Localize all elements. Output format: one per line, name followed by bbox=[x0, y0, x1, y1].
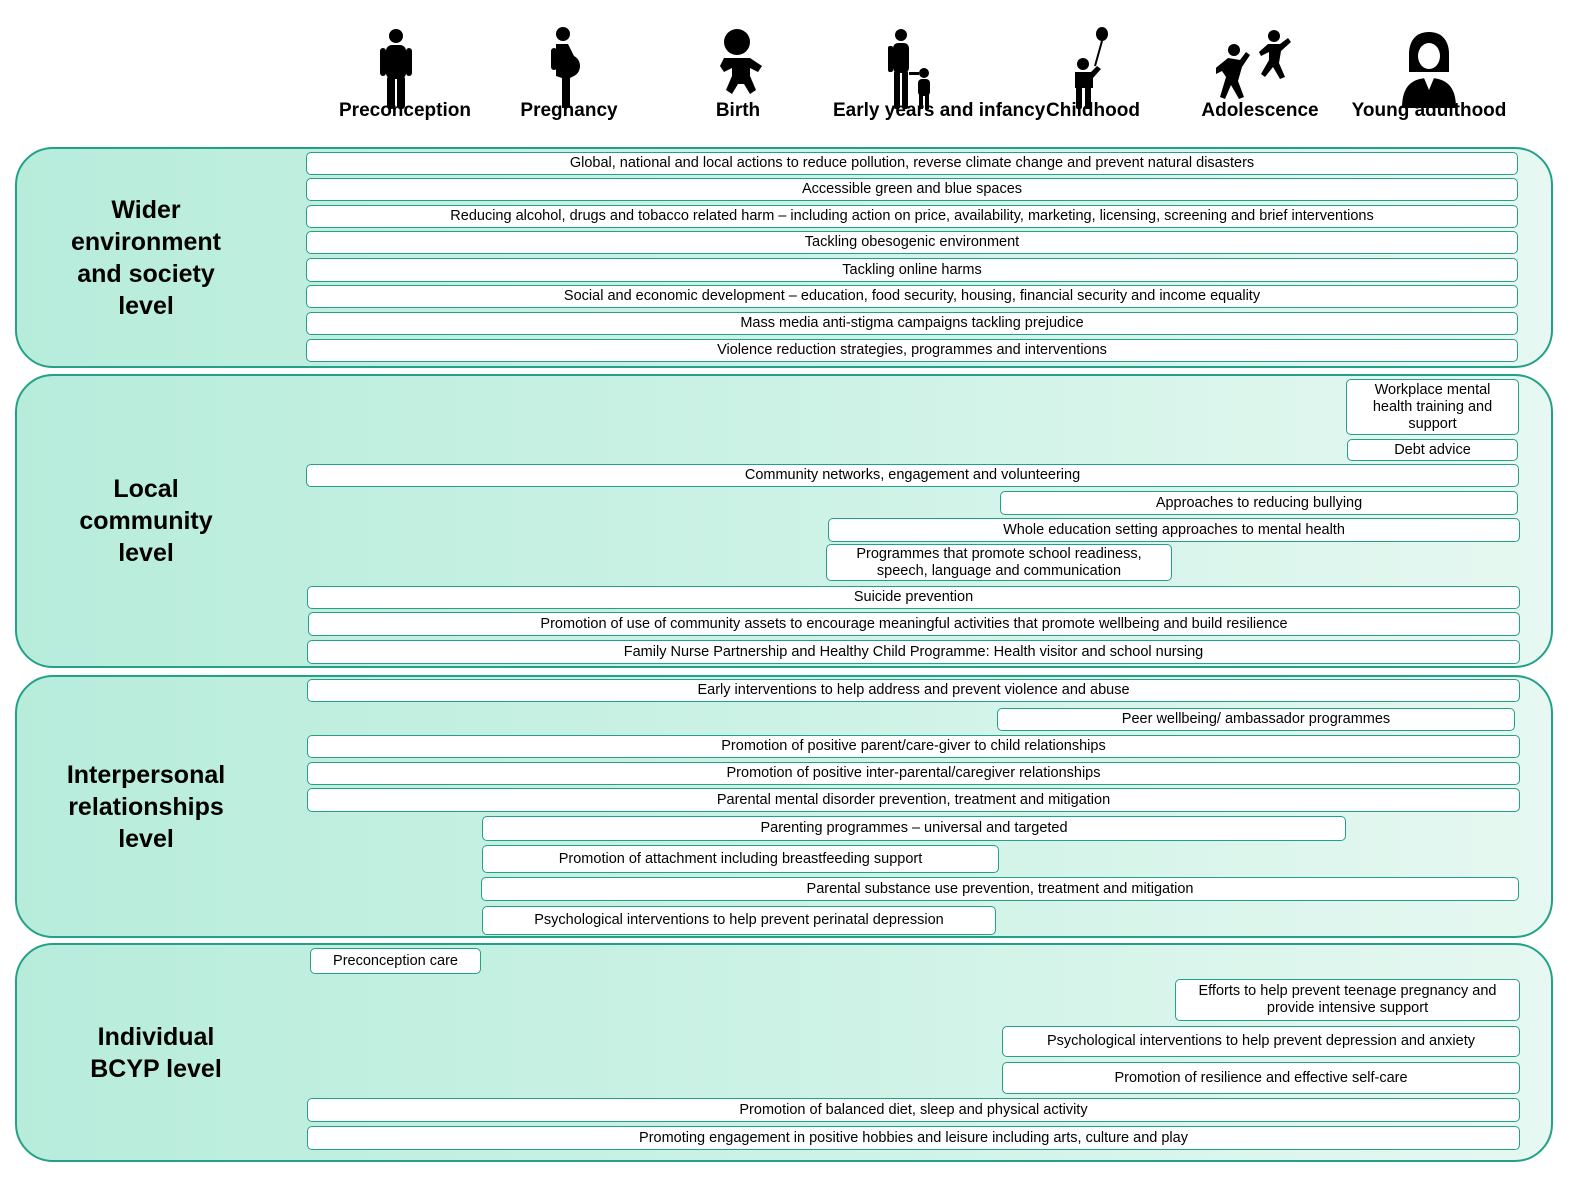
intervention-box: Suicide prevention bbox=[307, 586, 1520, 609]
intervention-box: Psychological interventions to help prevent depression and anxiety bbox=[1002, 1026, 1520, 1057]
person-standing-icon bbox=[361, 26, 431, 110]
intervention-box: Family Nurse Partnership and Healthy Child Programme: Health visitor and school nursing bbox=[307, 640, 1520, 664]
teenagers-dancing-icon bbox=[1216, 26, 1294, 110]
intervention-box: Promotion of resilience and effective self-care bbox=[1002, 1062, 1520, 1094]
stage-label-childhood: Childhood bbox=[1046, 100, 1140, 121]
intervention-box: Parental mental disorder prevention, treatment and mitigation bbox=[307, 788, 1520, 812]
intervention-box: Accessible green and blue spaces bbox=[306, 178, 1518, 201]
intervention-box: Peer wellbeing/ ambassador programmes bbox=[997, 708, 1515, 731]
intervention-box: Whole education setting approaches to mental health bbox=[828, 518, 1520, 542]
level-title-individual: Individual BCYP level bbox=[90, 1022, 222, 1083]
intervention-box: Preconception care bbox=[310, 948, 481, 974]
intervention-box: Tackling online harms bbox=[306, 258, 1518, 282]
pregnant-woman-icon bbox=[530, 26, 600, 110]
level-title-interpersonal: Interpersonal relationships level bbox=[66, 760, 226, 853]
intervention-box: Promotion of balanced diet, sleep and physical activity bbox=[307, 1098, 1520, 1122]
intervention-box: Promoting engagement in positive hobbies and leisure including arts, culture and play bbox=[307, 1126, 1520, 1150]
stage-label-pregnancy: Pregnancy bbox=[520, 100, 618, 121]
stage-label-preconception: Preconception bbox=[339, 100, 471, 121]
intervention-box: Violence reduction strategies, programmes and interventions bbox=[306, 339, 1518, 362]
intervention-box: Reducing alcohol, drugs and tobacco related harm – including action on price, availability, marketing, licensing, screening and brief interventions bbox=[306, 205, 1518, 228]
child-with-balloon-icon bbox=[1057, 26, 1127, 110]
intervention-box: Psychological interventions to help prevent perinatal depression bbox=[482, 906, 996, 935]
intervention-box: Early interventions to help address and prevent violence and abuse bbox=[307, 679, 1520, 702]
young-woman-icon bbox=[1394, 26, 1464, 110]
parent-with-toddler-icon bbox=[877, 26, 947, 110]
baby-icon bbox=[702, 26, 772, 110]
intervention-box: Social and economic development – education, food security, housing, financial security and income equality bbox=[306, 285, 1518, 308]
intervention-box: Promotion of attachment including breastfeeding support bbox=[482, 845, 999, 873]
intervention-box: Parenting programmes – universal and targeted bbox=[482, 816, 1346, 841]
level-title-community: Local community level bbox=[79, 475, 213, 567]
intervention-box: Workplace mental health training and support bbox=[1346, 379, 1519, 435]
intervention-box: Parental substance use prevention, treatment and mitigation bbox=[481, 877, 1519, 901]
intervention-box: Efforts to help prevent teenage pregnancy and provide intensive support bbox=[1175, 979, 1520, 1021]
stage-label-young-adulthood: Young adulthood bbox=[1351, 100, 1507, 121]
intervention-box: Promotion of positive parent/care-giver to child relationships bbox=[307, 735, 1520, 758]
intervention-box: Community networks, engagement and volunteering bbox=[306, 464, 1519, 487]
intervention-box: Promotion of positive inter-parental/caregiver relationships bbox=[307, 762, 1520, 785]
intervention-box: Promotion of use of community assets to encourage meaningful activities that promote wellbeing and build resilience bbox=[308, 612, 1520, 636]
stage-label-birth: Birth bbox=[715, 100, 761, 121]
stage-label-early-years: Early years and infancy bbox=[833, 100, 1046, 121]
level-title-wider: Wider environment and society level bbox=[70, 195, 222, 320]
intervention-box: Global, national and local actions to reduce pollution, reverse climate change and prevent natural disasters bbox=[306, 152, 1518, 175]
stage-label-adolescence: Adolescence bbox=[1201, 100, 1319, 121]
intervention-box: Approaches to reducing bullying bbox=[1000, 491, 1518, 515]
intervention-box: Debt advice bbox=[1347, 439, 1518, 461]
intervention-box: Tackling obesogenic environment bbox=[306, 231, 1518, 254]
intervention-box: Programmes that promote school readiness, speech, language and communication bbox=[826, 544, 1172, 581]
intervention-box: Mass media anti-stigma campaigns tackling prejudice bbox=[306, 312, 1518, 335]
